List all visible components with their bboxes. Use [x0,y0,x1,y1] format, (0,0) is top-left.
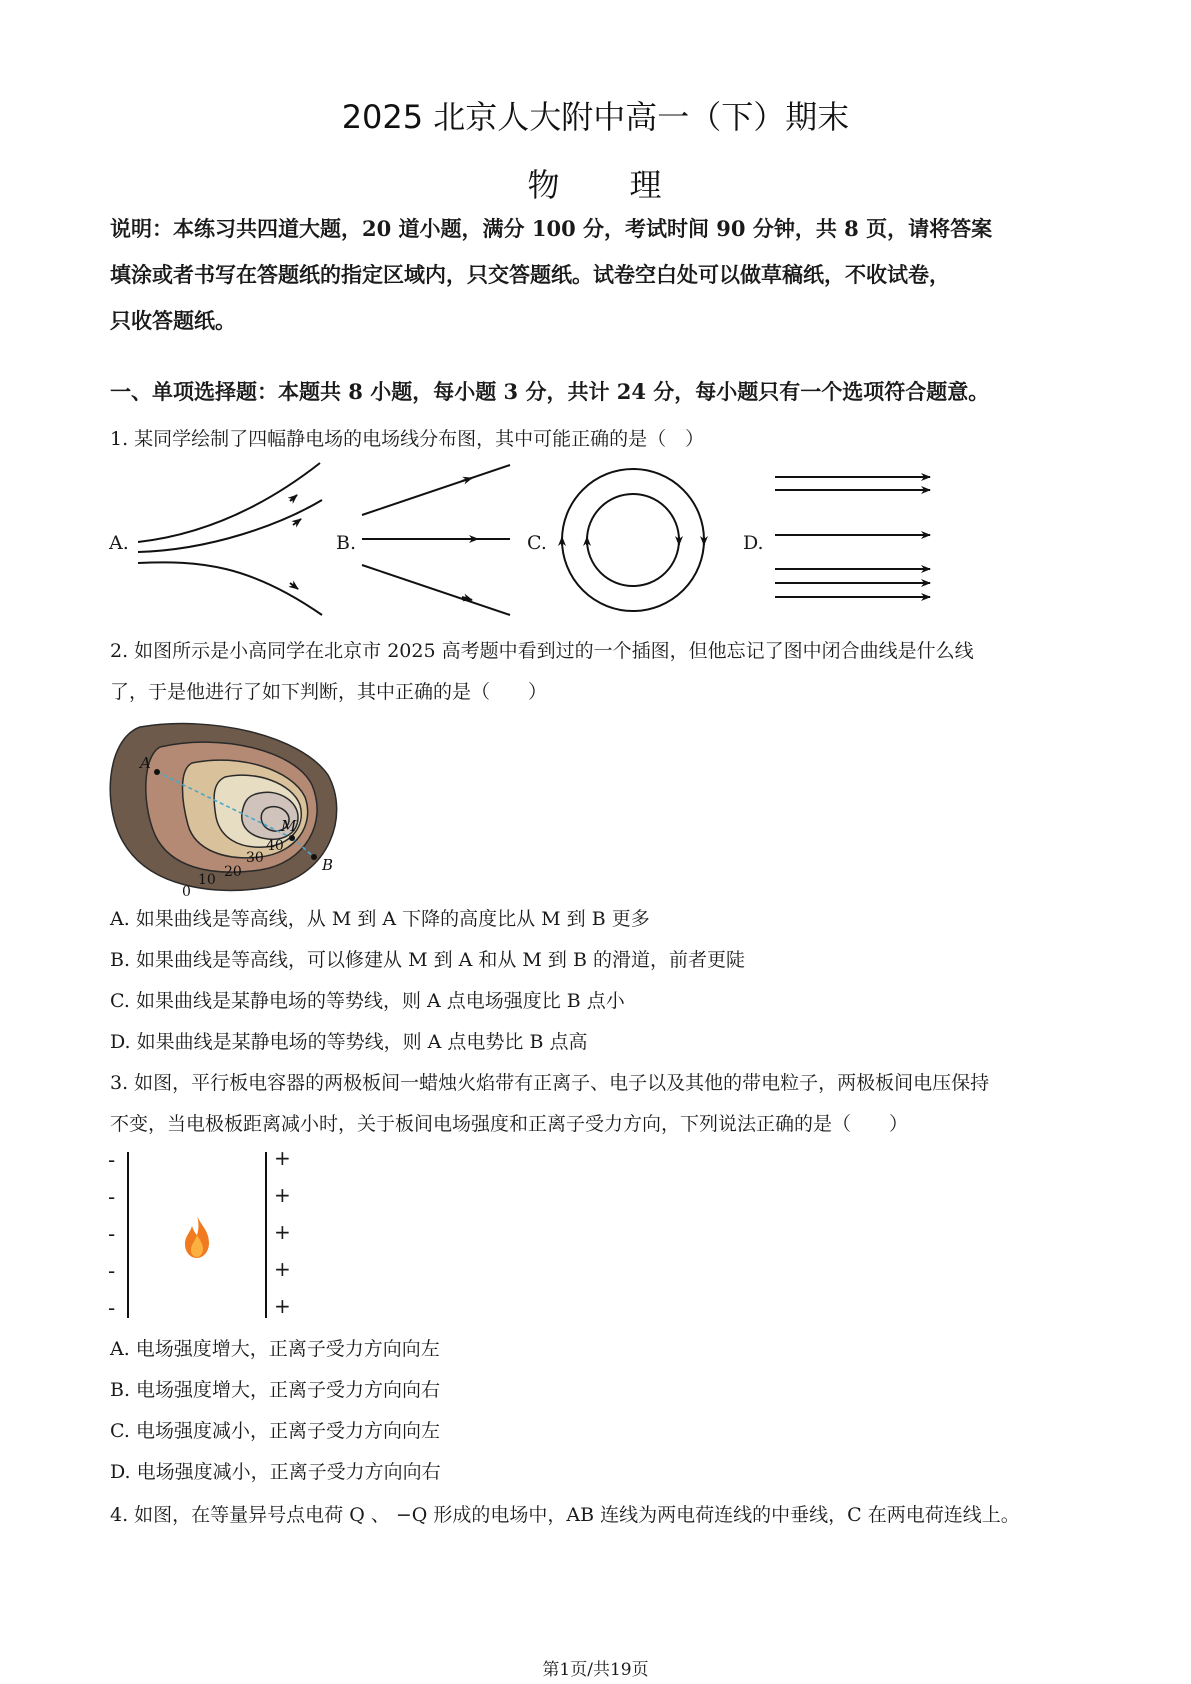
exam-title: 2025 北京人大附中高一（下）期末 [341,98,850,136]
left-plate [127,1152,129,1318]
label-m: M [281,817,297,835]
q3-stem-line-2: 不变，当电极板距离减小时，关于板间电场强度和正离子受力方向，下列说法正确的是（ ） [110,1113,909,1135]
q1-figure-c [562,469,704,611]
subject-title [0,160,1191,206]
q1-figure-b [362,465,510,615]
plus-sign: + [274,1294,291,1318]
section-1-heading: 一、单项选择题：本题共 8 小题，每小题 3 分，共计 24 分，每小题只有一个选项符合题意。 [110,379,990,404]
q2-stem-line-1: 2. 如图所示是小高同学在北京市 2025 高考题中看到过的一个插图，但他忘记了图中闭合曲线是什么线 [110,640,974,662]
minus-sign: - [108,1296,116,1320]
subject-char-1: 物 [527,166,562,204]
q2-option-d: D. 如果曲线是某静电场的等势线，则 A 点电势比 B 点高 [110,1031,588,1053]
label-20: 20 [224,864,242,880]
minus-sign: - [108,1148,116,1172]
label-0: 0 [182,884,191,900]
label-30: 30 [246,850,264,866]
plus-sign: + [274,1220,291,1244]
q3-capacitor-figure [100,1148,300,1320]
q1-label-b: B. [336,532,357,554]
q3-option-d: D. 电场强度减小，正离子受力方向向右 [110,1461,441,1483]
minus-sign: - [108,1259,116,1283]
label-b: B [322,856,334,874]
point-b [311,854,317,860]
q2-contour-figure [100,715,350,900]
q1-figures [0,455,1191,625]
instructions-line-1: 说明：本练习共四道大题，20 道小题，满分 100 分，考试时间 90 分钟，共 8 页，请将答案 [110,216,993,241]
q2-option-b: B. 如果曲线是等高线，可以修建从 M 到 A 和从 M 到 B 的滑道，前者更陡 [110,949,745,971]
plus-sign: + [274,1257,291,1281]
instructions [110,206,1090,344]
q1-figure-a [138,463,322,615]
label-40: 40 [266,838,284,854]
q3-option-b: B. 电场强度增大，正离子受力方向向右 [110,1379,441,1401]
q2-stem-line-2: 了，于是他进行了如下判断，其中正确的是（ ） [110,681,548,703]
q2-option-a: A. 如果曲线是等高线，从 M 到 A 下降的高度比从 M 到 B 更多 [110,908,650,930]
label-a: A [140,754,151,772]
point-a [154,769,160,775]
page-number: 第1页/共19页 [542,1660,649,1680]
instructions-line-2: 填涂或者书写在答题纸的指定区域内，只交答题纸。试卷空白处可以做草稿纸，不收试卷， [110,262,950,287]
flame-icon [183,1215,211,1259]
q1-label-a: A. [109,532,129,554]
label-10: 10 [198,872,216,888]
q1-stem: 1. 某同学绘制了四幅静电场的电场线分布图，其中可能正确的是（ ） [110,428,705,450]
right-plate [265,1152,267,1318]
q1-label-c: C. [527,532,547,554]
instructions-line-3: 只收答题纸。 [110,308,236,333]
plus-sign: + [274,1183,291,1207]
q1-label-d: D. [743,532,764,554]
q4-stem: 4. 如图，在等量异号点电荷 Q 、 −Q 形成的电场中，AB 连线为两电荷连线的中垂线，C 在两电荷连线上。 [110,1504,1020,1526]
q1-figure-d [775,477,930,597]
q3-option-a: A. 电场强度增大，正离子受力方向向左 [110,1338,440,1360]
plus-sign: + [274,1146,291,1170]
point-m [289,835,295,841]
subject-char-2: 理 [629,166,664,204]
q3-stem-line-1: 3. 如图，平行板电容器的两极板间一蜡烛火焰带有正离子、电子以及其他的带电粒子，两极板间电压保持 [110,1072,990,1094]
q3-option-c: C. 电场强度减小，正离子受力方向向左 [110,1420,440,1442]
minus-sign: - [108,1222,116,1246]
minus-sign: - [108,1185,116,1209]
q2-option-c: C. 如果曲线是某静电场的等势线，则 A 点电场强度比 B 点小 [110,990,625,1012]
